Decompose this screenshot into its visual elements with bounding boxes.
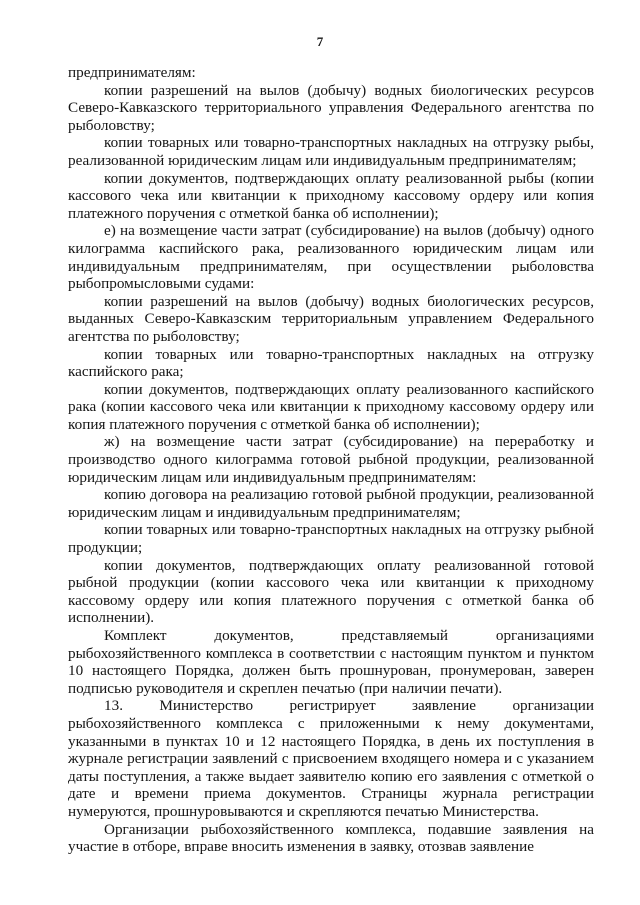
paragraph-7: копии товарных или товарно-транспортных накладных на отгрузку каспийского рака;	[68, 345, 594, 381]
paragraph-2: копии разрешений на вылов (добычу) водных биологических ресурсов Северо-Кавказского территориального управления Федерального агентства по рыболовству;	[68, 81, 594, 134]
document-body	[68, 64, 594, 856]
paragraph-11: копии товарных или товарно-транспортных накладных на отгрузку рыбной продукции;	[68, 521, 594, 557]
paragraph-15: Организации рыбохозяйственного комплекса, подавшие заявления на участие в отборе, вправе вносить изменения в заявку, отозвав заявление	[68, 820, 594, 856]
paragraph-6: копии разрешений на вылов (добычу) водных биологических ресурсов, выданных Северо-Кавказским территориальным управлением Федерального агентства по рыболовству;	[68, 292, 594, 345]
paragraph-1: предпринимателям:	[68, 64, 196, 81]
paragraph-3: копии товарных или товарно-транспортных накладных на отгрузку рыбы, реализованной юридическим лицам или индивидуальным предпринимателям;	[68, 134, 594, 169]
page-number: 7	[316, 34, 324, 49]
paragraph-5: е) на возмещение части затрат (субсидирование) на вылов (добычу) одного килограмма каспийского рака, реализованного юридическим лицам или индивидуальным предпринимателям, при осуществлении рыболовства рыбопромысловыми судами:	[68, 222, 594, 293]
paragraph-12: копии документов, подтверждающих оплату реализованной готовой рыбной продукции (копии кассового чека или квитанции к приходному кассовому ордеру или копия платежного поручения с отметкой банка об исполнении).	[68, 556, 594, 627]
paragraph-4: копии документов, подтверждающих оплату реализованной рыбы (копии кассового чека или квитанции к приходному кассовому ордеру или копия платежного поручения с отметкой банка об исполнении);	[68, 169, 594, 222]
paragraph-13: Комплект документов, представляемый организациями рыбохозяйственного комплекса в соответствии с настоящим пунктом и пунктом 10 настоящего Порядка, должен быть прошнурован, пронумерован, заверен подписью руководителя и скреплен печатью (при наличии печати).	[68, 627, 594, 697]
paragraph-8: копии документов, подтверждающих оплату реализованного каспийского рака (копии кассового чека или квитанции к приходному кассовому ордеру или копия платежного поручения с отметкой банка об исполнении);	[68, 380, 594, 433]
paragraph-10: копию договора на реализацию готовой рыбной продукции, реализованной юридическим лицам и индивидуальным предпринимателям;	[68, 486, 594, 521]
paragraph-9: ж) на возмещение части затрат (субсидирование) на переработку и производство одного килограмма готовой рыбной продукции, реализованной юридическим лицам или индивидуальным предпринимателям:	[68, 433, 594, 486]
paragraph-14: 13. Министерство регистрирует заявление организации рыбохозяйственного комплекса с приложенными к нему документами, указанными в пунктах 10 и 12 настоящего Порядка, в день их поступления в журнале регистрации заявлений с присвоением входящего номера и с указанием даты поступления, а также выдает заявителю копию его заявления с отметкой о дате и времени приема документов. Страницы журнала регистрации нумеруются, прошнуровываются и скрепляются печатью Министерства.	[68, 697, 594, 820]
